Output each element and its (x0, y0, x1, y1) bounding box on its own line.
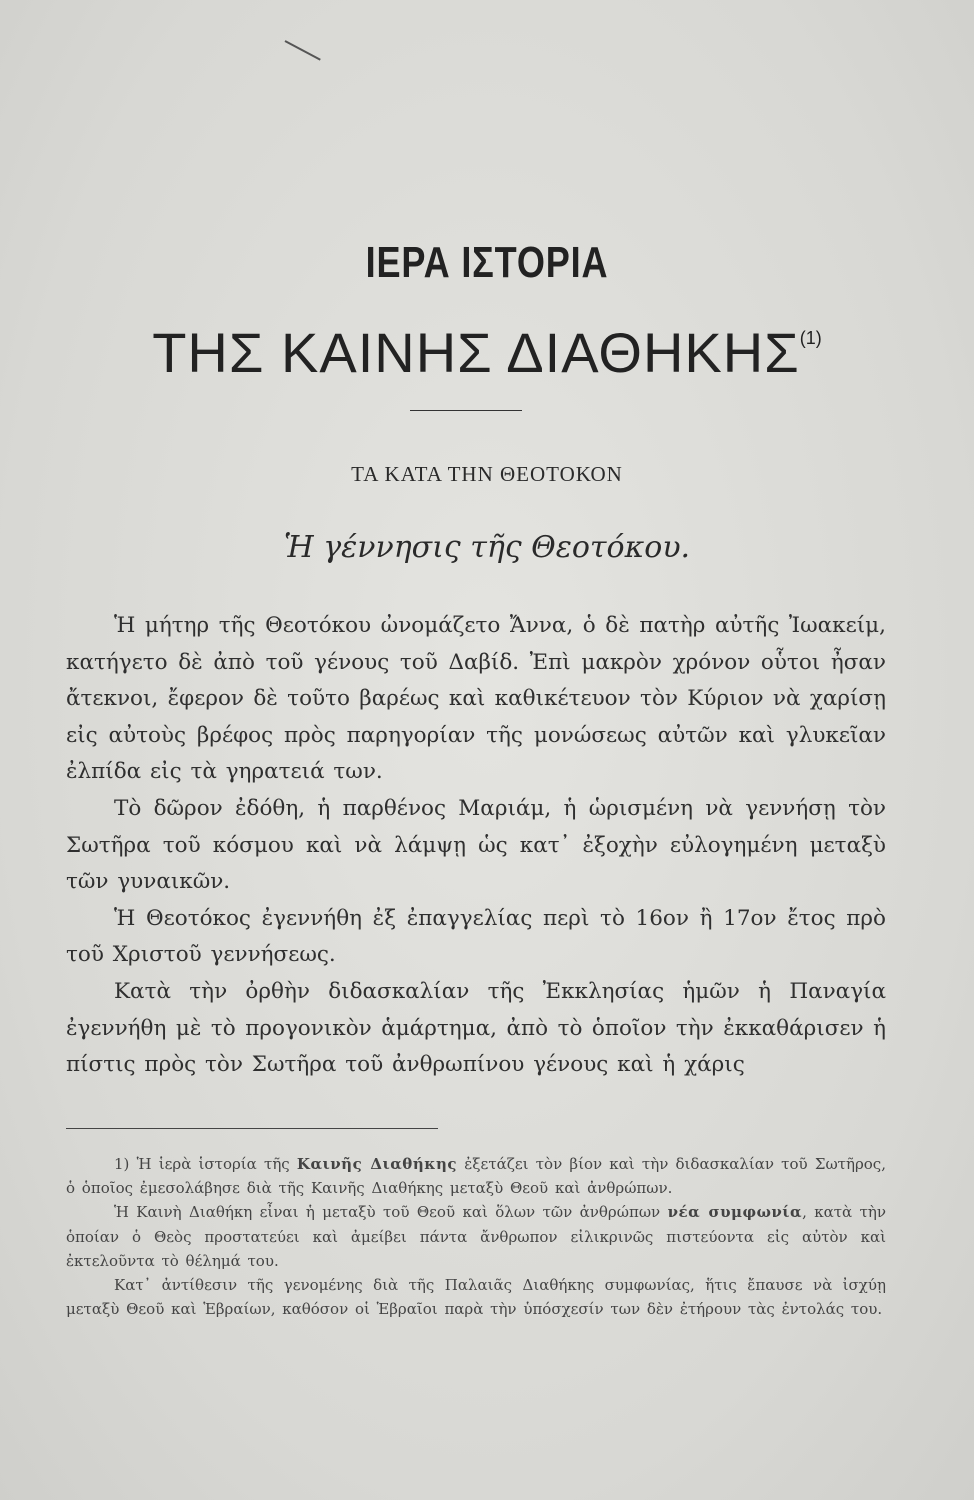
body-paragraph: Ἡ Θεοτόκος ἐγεννήθη ἐξ ἐπαγγελίας περὶ τὸ 16ον ἢ 17ον ἔτος πρὸ τοῦ Χριστοῦ γεννήσεως. (66, 905, 886, 968)
footnote-1 (66, 1152, 886, 1200)
body-paragraph: Τὸ δῶρον ἐδόθη, ἡ παρθένος Μαριάμ, ἡ ὡρισμένη νὰ γεννήσῃ τὸν Σωτῆρα τοῦ κόσμου καὶ νὰ λάμψῃ ὡς κατ᾿ ἐξοχὴν εὐλογημένη μεταξὺ τῶν γυναικῶν. (66, 795, 886, 895)
footnotes (66, 1152, 886, 1321)
title-divider (410, 410, 522, 411)
section-heading: ΤΑ ΚΑΤΑ ΤΗΝ ΘΕΟΤΟΚΟΝ (351, 462, 623, 486)
title-line-2 (0, 320, 974, 385)
footnote-text: Ἡ Καινὴ Διαθήκη εἶναι ἡ μεταξὺ τοῦ Θεοῦ καὶ ὅλων τῶν ἀνθρώπων (114, 1203, 661, 1222)
title-footnote-marker: (1) (799, 328, 822, 348)
body-text (66, 608, 886, 1084)
title-line-1: ΙΕΡΑ ΙΣΤΟΡΙΑ (365, 238, 609, 287)
pen-stroke-mark (285, 40, 321, 61)
body-paragraph: Κατὰ τὴν ὀρθὴν διδασκαλίαν τῆς Ἐκκλησίας ἡμῶν ἡ Παναγία ἐγεννήθη μὲ τὸ προγονικὸν ἁμάρτημα, ἀπὸ τὸ ὁποῖον τὴν ἐκκαθάρισεν ἡ πίστις πρὸς τὸν Σωτῆρα τοῦ ἀνθρωπίνου γένους καὶ ἡ χάρις (66, 978, 886, 1078)
footnote-emphasis: Καινῆς Διαθήκης (296, 1155, 458, 1173)
footnote-2 (66, 1200, 886, 1273)
footnote-3: Κατ᾿ ἀντίθεσιν τῆς γενομένης διὰ τῆς Παλαιᾶς Διαθήκης συμφωνίας, ἥτις ἔπαυσε νὰ ἰσχύῃ μεταξὺ Θεοῦ καὶ Ἑβραίων, καθόσον οἱ Ἑβραῖοι παρὰ τὴν ὑπόσχεσίν των δὲν ἐτήρουν τὰς ἐντολάς του. (66, 1276, 886, 1319)
footnote-emphasis: νέα συμφωνία (667, 1203, 803, 1222)
footnote-text: Ἡ ἱερὰ ἱστορία τῆς (136, 1155, 290, 1173)
footnote-text: , κατὰ τὴν ὁποίαν ὁ Θεὸς προστατεύει καὶ ἀμείβει πάντα ἄνθρωπον εἰλικρινῶς πιστεύοντα εἰς αὐτὸν καὶ ἐκτελοῦντα τὸ θέλημά του. (66, 1203, 886, 1270)
footnote-marker: 1) (114, 1155, 130, 1173)
footnote-divider (66, 1128, 438, 1129)
title-line-2-text: ΤΗΣ ΚΑΙΝΗΣ ΔΙΑΘΗΚΗΣ (152, 321, 800, 384)
footnote-text: ἐξετάζει τὸν βίον καὶ τὴν διδασκαλίαν τοῦ Σωτῆρος, ὁ ὁποῖος ἐμεσολάβησε διὰ τῆς Καινῆς Διαθήκης μεταξὺ Θεοῦ καὶ ἀνθρώπων. (66, 1155, 886, 1198)
body-paragraph: Ἡ μήτηρ τῆς Θεοτόκου ὠνομάζετο Ἄννα, ὁ δὲ πατὴρ αὐτῆς Ἰωακείμ, κατήγετο δὲ ἀπὸ τοῦ γένους τοῦ Δαβίδ. Ἐπὶ μακρὸν χρόνον οὗτοι ἦσαν ἄτεκνοι, ἔφερον δὲ τοῦτο βαρέως καὶ καθικέτευον τὸν Κύριον νὰ χαρίσῃ εἰς αὐτοὺς βρέφος πρὸς παρηγορίαν τῆς μονώσεως αὐτῶν καὶ γλυκεῖαν ἐλπίδα εἰς τὰ γηρατειά των. (66, 613, 886, 785)
chapter-subheading: Ἡ γέννησις τῆς Θεοτόκου. (283, 530, 691, 565)
